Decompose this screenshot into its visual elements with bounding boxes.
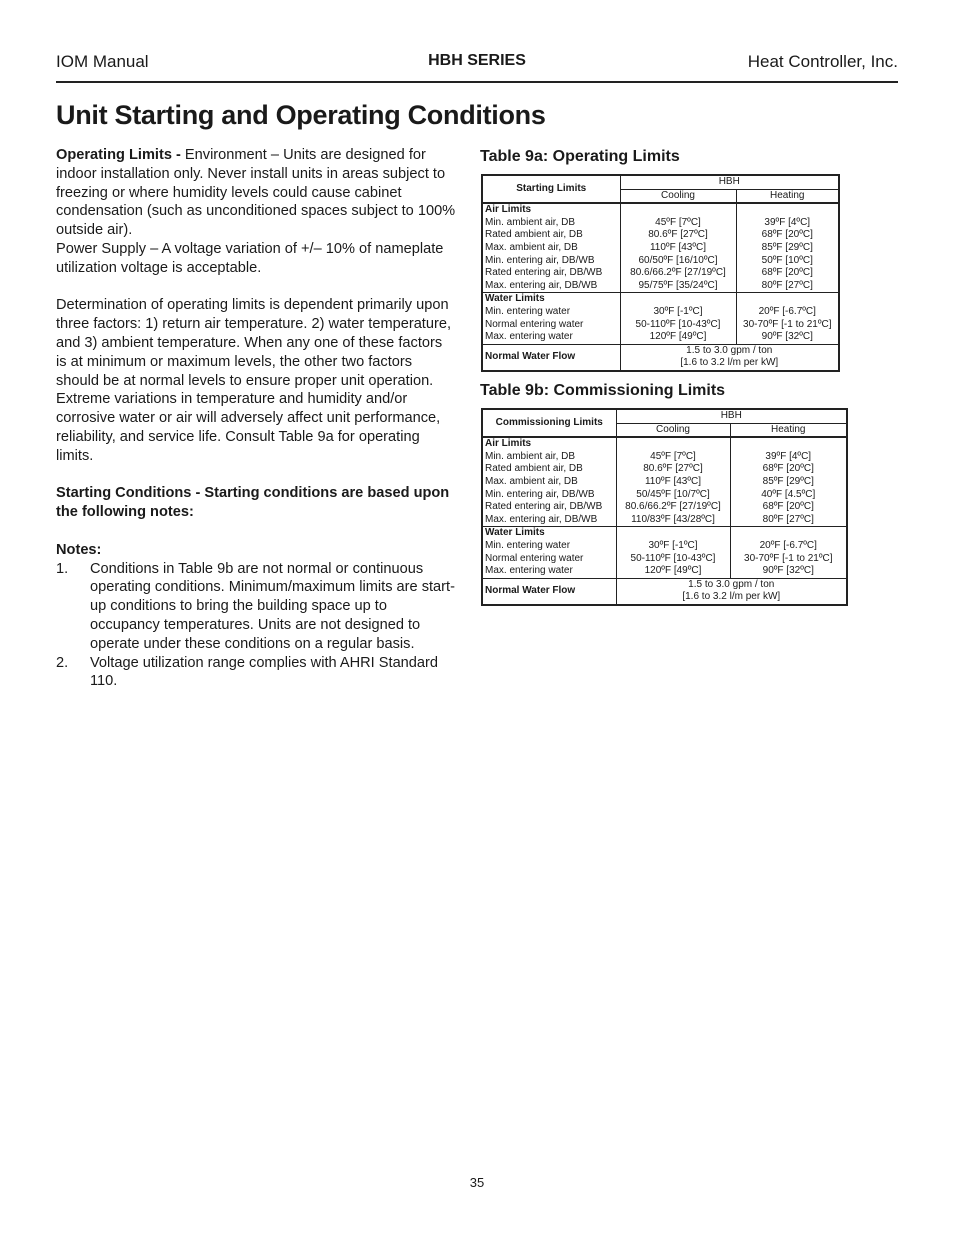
heating-value: 90ºF [32ºC]: [730, 565, 847, 578]
heating-value: 90ºF [32ºC]: [736, 331, 839, 344]
header-center: HBH SERIES: [428, 52, 526, 69]
heating-value: 68ºF [20ºC]: [761, 229, 813, 241]
row-label: Max. entering air, DB/WB: [482, 514, 616, 527]
page-title: Unit Starting and Operating Conditions: [56, 100, 546, 130]
note-item: [56, 654, 456, 692]
note-item: [56, 560, 456, 654]
row-label: Normal entering water: [482, 319, 620, 332]
row-label: Rated ambient air, DB: [482, 229, 620, 242]
operating-limits-text: Environment – Units are designed for indoor installation only. Never install units in areas subject to freezing or where humidity levels could cause cabinet condensation (such as unconditioned spaces subject to 100% outside air).: [56, 147, 456, 239]
heating-value: 68ºF [20ºC]: [762, 501, 814, 513]
air-limits-heading: Air Limits: [482, 203, 620, 217]
heating-value: 85ºF [29ºC]: [761, 241, 813, 253]
model-header: HBH: [620, 175, 839, 189]
operating-limits-paragraph: [56, 146, 456, 240]
row-label: Min. entering air, DB/WB: [482, 489, 616, 502]
table-9a-caption: Table 9a: Operating Limits: [480, 148, 680, 165]
row-label: Max. entering air, DB/WB: [482, 280, 620, 293]
page-number: 35: [469, 1175, 485, 1190]
cooling-value: 120ºF [49ºC]: [620, 331, 736, 344]
cooling-value: 110ºF [43ºC]: [616, 476, 730, 489]
cooling-value: 80.6/66.2ºF [27/19ºC]: [616, 501, 730, 514]
row-label: Min. ambient air, DB: [482, 217, 620, 230]
cooling-value: 80.6ºF [27ºC]: [616, 463, 730, 476]
cooling-header: Cooling: [616, 423, 730, 437]
heating-value: 39ºF [4ºC]: [765, 450, 812, 462]
left-column: [56, 146, 456, 691]
page-header: [56, 52, 898, 80]
table-9b-caption: Table 9b: Commissioning Limits: [480, 382, 726, 399]
heating-value: 20ºF [-6.7ºC]: [758, 305, 816, 317]
cooling-value: 80.6/66.2ºF [27/19ºC]: [620, 267, 736, 280]
heating-value: 68ºF [20ºC]: [762, 463, 814, 475]
starting-conditions-paragraph: Starting Conditions - Starting conditions are based upon the following notes:: [56, 485, 450, 521]
heating-value: 80ºF [27ºC]: [730, 514, 847, 527]
cooling-value: 60/50ºF [16/10ºC]: [620, 255, 736, 268]
water-flow-value: [616, 578, 847, 605]
row-label: Rated ambient air, DB: [482, 463, 616, 476]
row-label: Min. entering water: [482, 306, 620, 319]
water-flow-value: [620, 344, 839, 371]
header-rule: [56, 81, 898, 83]
notes-heading: Notes:: [56, 541, 102, 558]
cooling-header: Cooling: [620, 189, 736, 203]
note-text: Voltage utilization range complies with AHRI Standard 110.: [90, 654, 439, 690]
operating-limits-table: [481, 174, 840, 372]
row-label: Rated entering air, DB/WB: [482, 501, 616, 514]
water-flow-line: [1.6 to 3.2 l/m per kW]: [680, 357, 779, 369]
heating-value: 30-70ºF [-1 to 21ºC]: [743, 318, 832, 330]
heating-header: Heating: [730, 423, 847, 437]
cooling-value: 45ºF [7ºC]: [616, 451, 730, 464]
model-header: HBH: [616, 409, 847, 423]
row-label: Min. ambient air, DB: [482, 451, 616, 464]
water-flow-line: [1.6 to 3.2 l/m per kW]: [682, 591, 781, 603]
note-number: 1.: [56, 560, 69, 577]
cooling-value: 80.6ºF [27ºC]: [620, 229, 736, 242]
heating-value: 68ºF [20ºC]: [761, 267, 813, 279]
header-left: IOM Manual: [56, 52, 149, 71]
heating-value: 30-70ºF [-1 to 21ºC]: [744, 552, 833, 564]
water-limits-heading: Water Limits: [482, 527, 616, 540]
water-flow-label: Normal Water Flow: [482, 344, 620, 371]
cooling-value: 50-110ºF [10-43ºC]: [616, 553, 730, 566]
row-label: Rated entering air, DB/WB: [482, 267, 620, 280]
heating-value: 39ºF [4ºC]: [764, 216, 811, 228]
water-flow-label: Normal Water Flow: [482, 578, 616, 605]
row-label: Min. entering air, DB/WB: [482, 255, 620, 268]
air-limits-heading: Air Limits: [482, 437, 616, 451]
operating-limits-lead: Operating Limits -: [56, 147, 185, 163]
cooling-value: 30ºF [-1ºC]: [616, 540, 730, 553]
row-label: Max. entering water: [482, 565, 616, 578]
cooling-value: 110/83ºF [43/28ºC]: [616, 514, 730, 527]
cooling-value: 45ºF [7ºC]: [620, 217, 736, 230]
commissioning-limits-table: [481, 408, 848, 606]
cooling-value: 110ºF [43ºC]: [620, 242, 736, 255]
heating-value: 20ºF [-6.7ºC]: [759, 539, 817, 551]
power-supply-paragraph: Power Supply – A voltage variation of +/– 10% of nameplate utilization voltage is acceptable.: [56, 240, 444, 276]
cooling-value: 95/75ºF [35/24ºC]: [620, 280, 736, 293]
heating-value: 40ºF [4.5ºC]: [761, 488, 816, 500]
note-text: Conditions in Table 9b are not normal or continuous operating conditions. Minimum/maximum limits are start-up conditions to bring the building space up to occupancy temperatures. Units are not designed to operate under these conditions on a regular basis.: [90, 560, 455, 652]
cooling-value: 30ºF [-1ºC]: [620, 306, 736, 319]
note-number: 2.: [56, 654, 69, 671]
cooling-value: 50/45ºF [10/7ºC]: [616, 489, 730, 502]
heating-header: Heating: [736, 189, 839, 203]
heating-value: 80ºF [27ºC]: [736, 280, 839, 293]
row-label: Max. ambient air, DB: [482, 242, 620, 255]
row-label: Min. entering water: [482, 540, 616, 553]
cooling-value: 50-110ºF [10-43ºC]: [620, 319, 736, 332]
row-label: Max. ambient air, DB: [482, 476, 616, 489]
table-header-label: Starting Limits: [482, 175, 620, 203]
heating-value: 85ºF [29ºC]: [762, 475, 814, 487]
determination-paragraph: Determination of operating limits is dependent primarily upon three factors: 1) return air temperature. 2) water temperature, and 3) ambient temperature. When any one of these factors is at minimum or maximum levels, the other two factors should be at normal levels to ensure proper unit operation. Extreme variations in temperature and humidity and/or corrosive water or air will adversely affect unit performance, reliability, and service life. Consult Table 9a for operating limits.: [56, 297, 452, 464]
notes-list: [56, 560, 456, 692]
water-flow-line: 1.5 to 3.0 gpm / ton: [688, 578, 775, 590]
water-flow-line: 1.5 to 3.0 gpm / ton: [686, 344, 773, 356]
header-right: Heat Controller, Inc.: [747, 52, 898, 71]
row-label: Max. entering water: [482, 331, 620, 344]
heating-value: 50ºF [10ºC]: [761, 254, 813, 266]
table-header-label: Commissioning Limits: [482, 409, 616, 437]
row-label: Normal entering water: [482, 553, 616, 566]
cooling-value: 120ºF [49ºC]: [616, 565, 730, 578]
water-limits-heading: Water Limits: [482, 293, 620, 306]
